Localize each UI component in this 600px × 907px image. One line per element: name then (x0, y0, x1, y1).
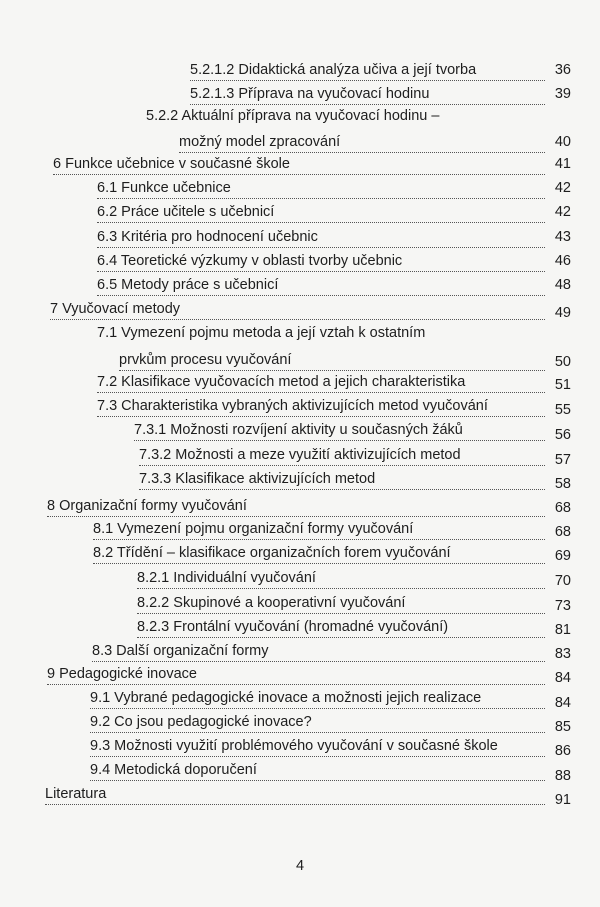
toc-entry-page: 91 (554, 792, 571, 808)
toc-entry-title: 8 Organizační formy vyučování (47, 497, 545, 517)
toc-entry-title: 9.4 Metodická doporučení (90, 761, 545, 781)
toc-entry-title: 7.3.1 Možnosti rozvíjení aktivity u současných žáků (134, 421, 545, 441)
toc-entry-page: 84 (554, 695, 571, 711)
toc-entry-title: 9.2 Co jsou pedagogické inovace? (90, 713, 545, 733)
toc-entry-title: 5.2.1.2 Didaktická analýza učiva a její tvorba (190, 61, 545, 81)
toc-entry-page: 50 (554, 354, 571, 370)
toc-entry-page: 86 (554, 743, 571, 759)
toc-entry-page: 68 (554, 524, 571, 540)
toc-entry-title: 9.3 Možnosti využití problémového vyučování v současné škole (90, 737, 545, 757)
toc-entry-continuation: možný model zpracování (179, 133, 545, 153)
page-number: 4 (295, 858, 305, 874)
toc-entry-page: 42 (554, 204, 571, 220)
toc-entry-page: 41 (554, 156, 571, 172)
toc-entry-title: 8.3 Další organizační formy (92, 642, 545, 662)
toc-entry-page: 68 (554, 500, 571, 516)
toc-entry-page: 40 (554, 134, 571, 150)
toc-entry-title: 7.3.2 Možnosti a meze využití aktivizujících metod (139, 446, 545, 466)
toc-entry-page: 39 (554, 86, 571, 102)
toc-entry-title: 6.4 Teoretické výzkumy v oblasti tvorby učebnic (97, 252, 545, 272)
toc-entry-title: 6.1 Funkce učebnice (97, 179, 545, 199)
toc-entry-page: 73 (554, 598, 571, 614)
toc-entry-page: 43 (554, 229, 571, 245)
toc-entry-page: 36 (554, 62, 571, 78)
toc-entry-page: 69 (554, 548, 571, 564)
toc-entry-page: 88 (554, 768, 571, 784)
toc-entry-page: 48 (554, 277, 571, 293)
toc-entry-page: 83 (554, 646, 571, 662)
toc-entry-page: 57 (554, 452, 571, 468)
toc-entry-title: 7 Vyučovací metody (50, 300, 545, 320)
toc-entry-title: 8.2 Třídění – klasifikace organizačních forem vyučování (93, 544, 545, 564)
toc-entry-page: 70 (554, 573, 571, 589)
toc-entry-title: 5.2.1.3 Příprava na vyučovací hodinu (190, 85, 545, 105)
toc-entry-title: 8.1 Vymezení pojmu organizační formy vyučování (93, 520, 545, 540)
toc-entry-page: 51 (554, 377, 571, 393)
toc-entry-page: 85 (554, 719, 571, 735)
toc-entry-title: 8.2.1 Individuální vyučování (137, 569, 545, 589)
toc-entry-title: 8.2.3 Frontální vyučování (hromadné vyučování) (137, 618, 545, 638)
toc-entry-page: 84 (554, 670, 571, 686)
toc-entry-title: 5.2.2 Aktuální příprava na vyučovací hodinu – (146, 108, 440, 124)
toc-entry-continuation: prvkům procesu vyučování (119, 351, 545, 371)
toc-entry-title: 6.2 Práce učitele s učebnicí (97, 203, 545, 223)
toc-entry-title: Literatura (45, 785, 545, 805)
toc-entry-title: 7.2 Klasifikace vyučovacích metod a jejich charakteristika (97, 373, 545, 393)
toc-entry-title: 6 Funkce učebnice v současné škole (53, 155, 545, 175)
toc-entry-page: 49 (554, 305, 571, 321)
toc-entry-title: 6.5 Metody práce s učebnicí (97, 276, 545, 296)
toc-entry-title: 7.3.3 Klasifikace aktivizujících metod (139, 470, 545, 490)
toc-entry-title: 7.1 Vymezení pojmu metoda a její vztah k ostatním (97, 325, 426, 341)
toc-entry-page: 81 (554, 622, 571, 638)
toc-entry-title: 9.1 Vybrané pedagogické inovace a možnosti jejich realizace (90, 689, 545, 709)
toc-entry-title: 8.2.2 Skupinové a kooperativní vyučování (137, 594, 545, 614)
toc-entry-title: 9 Pedagogické inovace (47, 665, 545, 685)
toc-entry-page: 55 (554, 402, 571, 418)
toc-entry-page: 46 (554, 253, 571, 269)
toc-entry-page: 58 (554, 476, 571, 492)
toc-entry-page: 56 (554, 427, 571, 443)
toc-entry-page: 42 (554, 180, 571, 196)
toc-entry-title: 6.3 Kritéria pro hodnocení učebnic (97, 228, 545, 248)
toc-entry-title: 7.3 Charakteristika vybraných aktivizujících metod vyučování (97, 397, 545, 417)
